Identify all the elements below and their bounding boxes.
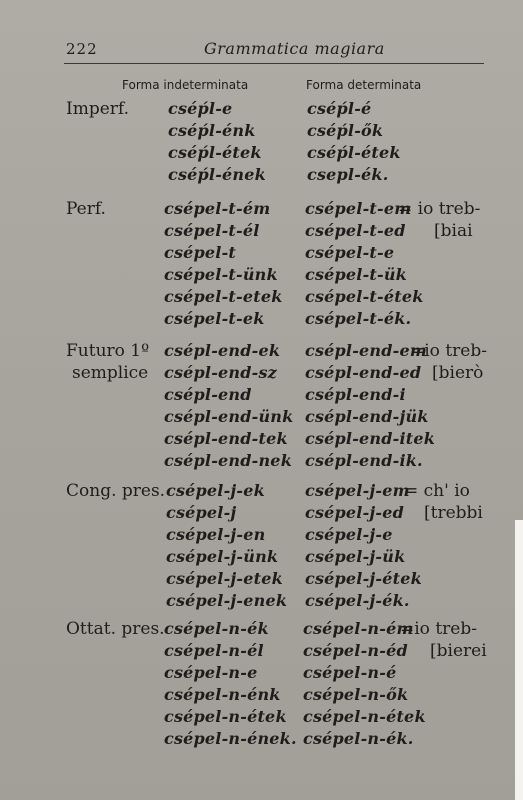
indeterminate-form: csépel-j-ünk [166,547,279,566]
determinate-form: csépl-end-ik. [305,451,423,470]
indeterminate-form: csépel-j-etek [166,569,283,588]
indeterminate-form: cséṕl-énk [168,121,256,140]
indeterminate-form: csépel-n-e [164,663,258,682]
indeterminate-form: csépel-t-él [164,221,260,240]
determinate-form: csépel-n-étek [303,707,426,726]
indeterminate-form: cséṕl-étek [168,143,262,162]
determinate-form: csépel-t-ék. [305,309,412,328]
indeterminate-form: cséṕl-ének [168,165,266,184]
determinate-form: csepl-ék. [307,165,389,184]
indeterminate-form: csépel-n-ének. [164,729,297,748]
translation-gloss: =io treb- [400,619,477,639]
determinate-form: csépel-t-ed [305,221,406,240]
determinate-form: csépel-n-ém [303,619,414,638]
determinate-form: cséṕl-étek [307,143,401,162]
running-head [64,38,484,60]
determinate-form: csépl-end-ed [305,363,422,382]
determinate-form: csépl-end-em [305,341,427,360]
indeterminate-form: csépl-end-sz [164,363,277,382]
determinate-form: csépel-j-em [305,481,410,500]
column-header-indeterminate: Forma indeterminata [122,78,249,92]
indeterminate-form: csépel-t [164,243,237,262]
determinate-form: csépel-j-ed [305,503,405,522]
translation-gloss: = io treb- [398,199,481,219]
tense-label: Futuro 1º [66,341,150,361]
translation-gloss-continued: [biai [434,221,473,241]
determinate-form: csépel-n-é [303,663,397,682]
page-edge [515,520,523,800]
indeterminate-form: csépel-t-ünk [164,265,278,284]
translation-gloss-continued: [bierei [430,641,487,661]
indeterminate-form: csépel-n-ék [164,619,269,638]
running-title: Grammatica magiara [204,39,385,58]
determinate-form: csépel-t-ük [305,265,407,284]
translation-gloss-continued: [trebbi [424,503,483,523]
header-rule [64,63,484,64]
indeterminate-form: csépel-t-etek [164,287,283,306]
indeterminate-form: csépel-t-ém [164,199,271,218]
tense-label: Imperf. [66,99,129,119]
tense-label: Ottat. pres. [66,619,165,639]
indeterminate-form: csépel-j-enek [166,591,288,610]
tense-label: Cong. pres. [66,481,166,501]
determinate-form: csépl-end-itek [305,429,436,448]
determinate-form: csépel-n-ék. [303,729,414,748]
determinate-form: cséṕl-é [307,99,372,118]
determinate-form: csépl-end-i [305,385,406,404]
indeterminate-form: csépel-j-ek [166,481,265,500]
column-header-determinate: Forma determinata [306,78,422,92]
tense-label-continued: semplice [72,363,149,383]
indeterminate-form: csépel-j-en [166,525,266,544]
indeterminate-form: csépel-j [166,503,237,522]
indeterminate-form: csépel-n-él [164,641,264,660]
indeterminate-form: csépl-end [164,385,252,404]
determinate-form: csépel-n-ők [303,685,409,704]
translation-gloss-continued: [bierò [432,363,484,383]
indeterminate-form: csépl-end-ek [164,341,281,360]
determinate-form: csépel-j-e [305,525,393,544]
indeterminate-form: csépl-end-nek [164,451,292,470]
indeterminate-form: cséṕl-e [168,99,233,118]
determinate-form: csépel-t-em [305,199,412,218]
translation-gloss: = ch' io [404,481,470,501]
indeterminate-form: csépl-end-tek [164,429,288,448]
page-number: 222 [66,40,98,58]
determinate-form: cséṕl-ők [307,121,384,140]
translation-gloss: =io treb- [410,341,487,361]
determinate-form: csépel-t-e [305,243,395,262]
indeterminate-form: csépel-t-ek [164,309,265,328]
indeterminate-form: csépel-n-énk [164,685,281,704]
tense-label: Perf. [66,199,106,219]
determinate-form: csépel-n-éd [303,641,408,660]
determinate-form: csépel-t-étek [305,287,424,306]
indeterminate-form: csépl-end-ünk [164,407,294,426]
indeterminate-form: csépel-n-étek [164,707,287,726]
determinate-form: csépel-j-ük [305,547,406,566]
determinate-form: csépl-end-jük [305,407,429,426]
determinate-form: csépel-j-ék. [305,591,410,610]
determinate-form: csépel-j-étek [305,569,422,588]
